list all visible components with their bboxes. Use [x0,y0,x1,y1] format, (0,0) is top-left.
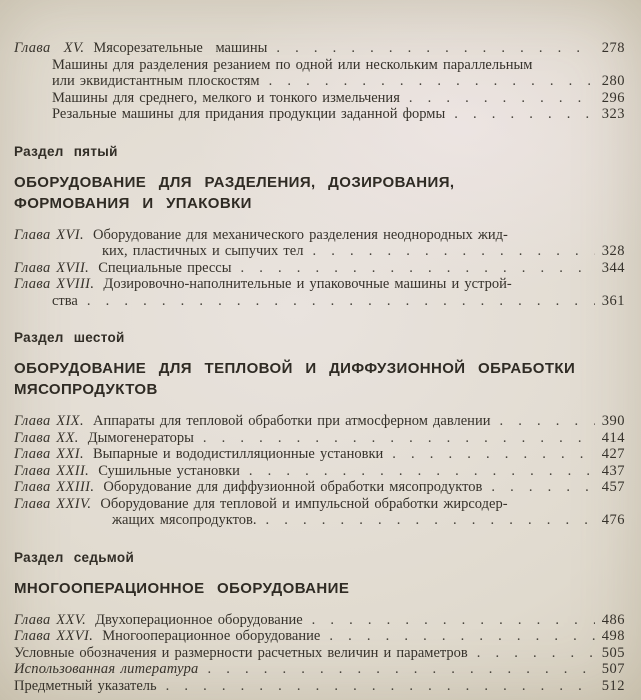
entry-title: Сушильные установки [98,462,240,479]
dot-leader [78,293,595,310]
chapter-label: Глава XVII. [14,259,90,276]
toc-row-chapter-16-cont [14,243,625,260]
section-heading-7 [14,578,625,599]
dot-leader [400,90,595,107]
chapter-label: Глава XVI. [14,226,84,243]
section-heading-line: ФОРМОВАНИЯ И УПАКОВКИ [14,194,252,212]
entry-title: Выпарные и вододистилляционные установки [92,446,384,462]
section-heading-line: МЯСОПРОДУКТОВ [14,381,158,398]
dot-leader [198,661,595,678]
entry-title: Использованная литература [14,661,199,677]
toc-row-subject-index [14,678,625,695]
entry-title: Машины для среднего, мелкого и тонкого измельчения [52,89,400,106]
chapter-label: Глава XXI. [14,446,84,462]
page-number: 344 [601,259,625,276]
entry-title: Условные обозначения и размерности расчетных величин и параметров [14,644,468,661]
page-number: 512 [601,677,625,694]
chapter-label: Глава XXIV. [14,495,92,512]
chapter-label: Глава XXV. [14,611,87,628]
chapter-label: Глава XIX. [14,413,84,429]
toc-row-chapter-24 [14,496,625,513]
toc-row-bibliography [14,661,625,678]
toc-row-chapter-18 [14,276,625,293]
entry-title: Машины для разделения резанием по одной или нескольким параллельным [52,56,533,73]
entry-title: Специальные прессы [98,259,232,276]
dot-leader [482,479,595,496]
page-number: 278 [601,40,625,56]
chapter-label: Глава XXVI. [14,628,94,644]
chapter-label: Глава XX. [14,429,79,446]
dot-leader [320,628,595,645]
entry-title: или эквидистантным плоскостям [52,73,260,89]
dot-leader [194,430,595,447]
dot-leader [490,413,595,430]
toc-row-chapter-21 [14,446,625,463]
page-number: 390 [601,413,625,429]
dot-leader [267,40,595,57]
dot-leader [303,243,595,260]
entry-title: Оборудование для диффузионной обработки мясопродуктов [103,479,483,495]
section-kicker-7: Раздел седьмой [14,549,135,565]
page-number: 427 [601,446,625,462]
section-heading-line: ОБОРУДОВАНИЕ ДЛЯ ТЕПЛОВОЙ И ДИФФУЗИОННОЙ ОБРАБОТКИ [14,360,576,377]
dot-leader [157,678,595,695]
toc-row-chapter-17 [14,260,625,277]
page-number: 505 [601,644,625,661]
chapter-label: Глава XXIII. [14,479,95,495]
toc-row-chapter-26 [14,628,625,645]
page-number: 486 [601,611,625,628]
chapter-label: Глава XVIII. [14,276,95,292]
toc-row-chapter-24-cont [14,512,625,529]
section-heading-5 [14,172,625,214]
toc-row-symbols [14,645,625,662]
toc-row-chapter-22 [14,463,625,480]
toc-row-chapter-16 [14,227,625,244]
entry-title: Двухоперационное оборудование [95,611,303,628]
toc-row-sub-cont [14,73,625,90]
entry-title: ких, пластичных и сыпучих тел [102,243,304,259]
entry-title: Дымогенераторы [87,429,194,446]
page-number: 296 [601,89,625,106]
page-number: 498 [601,628,625,644]
entry-title: Резальные машины для придания продукции заданной формы [52,106,446,122]
dot-leader [260,73,595,90]
entry-title: Дозировочно-наполнительные и упаковочные машины и устрой- [103,276,512,292]
toc-row-sub [14,106,625,123]
dot-leader [256,512,595,529]
toc-row-chapter-25 [14,612,625,629]
page-number: 414 [601,429,625,446]
toc-row-sub [14,90,625,107]
section-heading-line: ОБОРУДОВАНИЕ ДЛЯ РАЗДЕЛЕНИЯ, ДОЗИРОВАНИЯ, [14,173,455,191]
page-number: 328 [601,243,625,259]
dot-leader [383,446,595,463]
page-number: 280 [601,73,625,89]
section-heading-line: МНОГООПЕРАЦИОННОЕ ОБОРУДОВАНИЕ [14,579,350,597]
toc-row-chapter-20 [14,430,625,447]
page-number: 457 [601,479,625,495]
page-number: 476 [601,512,625,528]
dot-leader [240,463,595,480]
toc-row-chapter-23 [14,479,625,496]
page-number: 361 [601,292,625,309]
entry-title: ства [52,292,78,309]
dot-leader [468,645,595,662]
dot-leader [445,106,595,123]
page-number: 437 [601,462,625,479]
entry-title: жащих мясопродуктов. [112,512,257,528]
entry-title: Предметный указатель [14,677,157,694]
entry-title: Многооперационное оборудование [102,628,321,644]
dot-leader [232,260,596,277]
section-kicker-5: Раздел пятый [14,143,118,159]
page-number: 507 [601,661,625,677]
entry-title: Оборудование для тепловой и импульсной обработки жирсодер- [100,495,508,512]
section-heading-6 [14,358,625,400]
toc-row-chapter-19 [14,413,625,430]
section-kicker-6: Раздел шестой [14,330,125,345]
toc-row-chapter-18-cont [14,293,625,310]
entry-title: Мясорезательные машины [93,40,268,56]
page-number: 323 [601,106,625,122]
toc-row-sub [14,57,625,74]
entry-title: Аппараты для тепловой обработки при атмосферном давлении [92,413,491,429]
dot-leader [303,612,595,629]
entry-title: Оборудование для механического разделения неоднородных жид- [92,226,508,243]
chapter-label: Глава XXII. [14,462,90,479]
chapter-label: Глава XV. [14,40,85,56]
toc-row-chapter-15 [14,40,625,57]
